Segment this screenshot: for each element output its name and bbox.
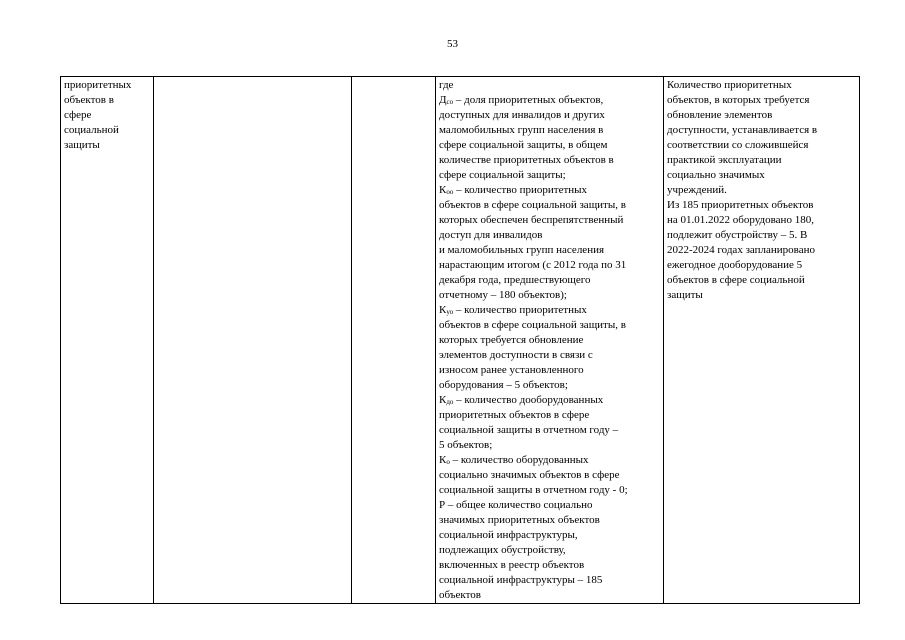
text-line [439, 243, 660, 258]
text-line [439, 333, 660, 348]
text-line: учреждений. [667, 184, 727, 196]
line-text: которых обеспечен беспрепятственный [439, 214, 624, 226]
text-line [439, 228, 660, 243]
text-line [439, 468, 660, 483]
text-line: соответствии со сложившейся [667, 139, 809, 151]
symbol: К [439, 184, 447, 196]
text-line: сфере [64, 109, 92, 121]
text-line [439, 363, 660, 378]
line-text: объектов [439, 589, 481, 601]
text-line [439, 453, 660, 468]
cell-comment [664, 77, 860, 604]
line-text: значимых приоритетных объектов [439, 514, 600, 526]
text-line [439, 408, 660, 423]
line-text: доступных для инвалидов и других [439, 109, 605, 121]
text-line [439, 498, 660, 513]
text-line: объектов в [64, 94, 114, 106]
line-text: – количество приоритетных [453, 304, 587, 316]
symbol-subscript: со [446, 98, 454, 106]
line-text: подлежащих обустройству, [439, 544, 566, 556]
text-line [439, 513, 660, 528]
text-line [439, 303, 660, 318]
text-line: объектов, в которых требуется [667, 94, 810, 106]
text-line: социальной [64, 124, 119, 136]
text-line [439, 348, 660, 363]
indicator-table [60, 76, 860, 604]
text-line [439, 588, 660, 603]
line-text: сфере социальной защиты; [439, 169, 566, 181]
line-text: и маломобильных групп населения [439, 244, 605, 256]
text-line [439, 378, 660, 393]
text-line [439, 288, 660, 303]
symbol-subscript: оо [446, 188, 454, 196]
symbol: Д [439, 94, 447, 106]
symbol-subscript: о [446, 458, 450, 466]
text-line: 2022-2024 годах запланировано [667, 244, 815, 256]
line-text: 5 объектов; [439, 439, 493, 451]
text-line [439, 318, 660, 333]
symbol: К [439, 394, 447, 406]
text-line [439, 123, 660, 138]
symbol-subscript: до [446, 398, 454, 406]
cell-empty [154, 77, 352, 604]
text-line [439, 138, 660, 153]
line-text: социальной инфраструктуры, [439, 529, 578, 541]
page-number: 53 [447, 38, 458, 50]
line-text: маломобильных групп населения в [439, 124, 604, 136]
text-line [439, 258, 660, 273]
text-line [439, 393, 660, 408]
text-line: доступности, устанавливается в [667, 124, 818, 136]
line-text: нарастающим итогом (с 2012 года по 31 [439, 259, 627, 271]
table-row [61, 77, 860, 604]
text-line [439, 528, 660, 543]
text-line: на 01.01.2022 оборудовано 180, [667, 214, 814, 226]
line-text: – количество приоритетных [453, 184, 588, 196]
line-text: количестве приоритетных объектов в [439, 154, 614, 166]
text-line [439, 273, 660, 288]
cell-indicator-name [61, 77, 154, 604]
text-line: приоритетных [64, 79, 132, 91]
text-line [439, 213, 660, 228]
line-text: износом ранее установленного [439, 364, 584, 376]
text-line [439, 153, 660, 168]
text-line [439, 93, 660, 108]
line-text: сфере социальной защиты, в общем [439, 139, 608, 151]
text-line [439, 423, 660, 438]
line-text: которых требуется обновление [439, 334, 584, 346]
text-line [439, 438, 660, 453]
line-text: социальной защиты в отчетном году - 0; [439, 484, 628, 496]
text-line: защиты [64, 139, 100, 151]
text-line: подлежит обустройству – 5. В [667, 229, 808, 241]
line-text: декабря года, предшествующего [439, 274, 591, 286]
text-line [439, 168, 660, 183]
text-line [439, 558, 660, 573]
text-line [439, 198, 660, 213]
line-text: – количество дооборудованных [453, 394, 604, 406]
symbol: К [439, 304, 447, 316]
line-text: – доля приоритетных объектов, [453, 94, 604, 106]
text-line: практикой эксплуатации [667, 154, 782, 166]
line-text: – количество оборудованных [449, 454, 589, 466]
text-line [439, 573, 660, 588]
text-line: объектов в сфере социальной [667, 274, 805, 286]
text-line: социально значимых [667, 169, 765, 181]
text-line: Количество приоритетных [667, 79, 792, 91]
cell-empty [352, 77, 436, 604]
text-line: Из 185 приоритетных объектов [667, 199, 814, 211]
line-text: социально значимых объектов в сфере [439, 469, 620, 481]
line-text: объектов в сфере социальной защиты, в [439, 199, 626, 211]
symbol: К [439, 454, 447, 466]
line-text: доступ для инвалидов [439, 229, 543, 241]
text-line [439, 78, 660, 93]
line-text: где [439, 79, 454, 91]
line-text: объектов в сфере социальной защиты, в [439, 319, 626, 331]
line-text: включенных в реестр объектов [439, 559, 585, 571]
line-text: оборудования – 5 объектов; [439, 379, 568, 391]
line-text: социальной инфраструктуры – 185 [439, 574, 603, 586]
line-text: Р – общее количество социально [439, 499, 593, 511]
text-line: обновление элементов [667, 109, 773, 121]
line-text: отчетному – 180 объектов); [439, 289, 567, 301]
line-text: социальной защиты в отчетном году – [439, 424, 619, 436]
line-text: элементов доступности в связи с [439, 349, 593, 361]
cell-formula-explanation [436, 77, 664, 604]
text-line [439, 543, 660, 558]
symbol-subscript: уо [446, 308, 454, 316]
text-line: защиты [667, 289, 703, 301]
text-line [439, 483, 660, 498]
text-line [439, 108, 660, 123]
text-line [439, 183, 660, 198]
line-text: приоритетных объектов в сфере [439, 409, 590, 421]
text-line: ежегодное дооборудование 5 [667, 259, 803, 271]
